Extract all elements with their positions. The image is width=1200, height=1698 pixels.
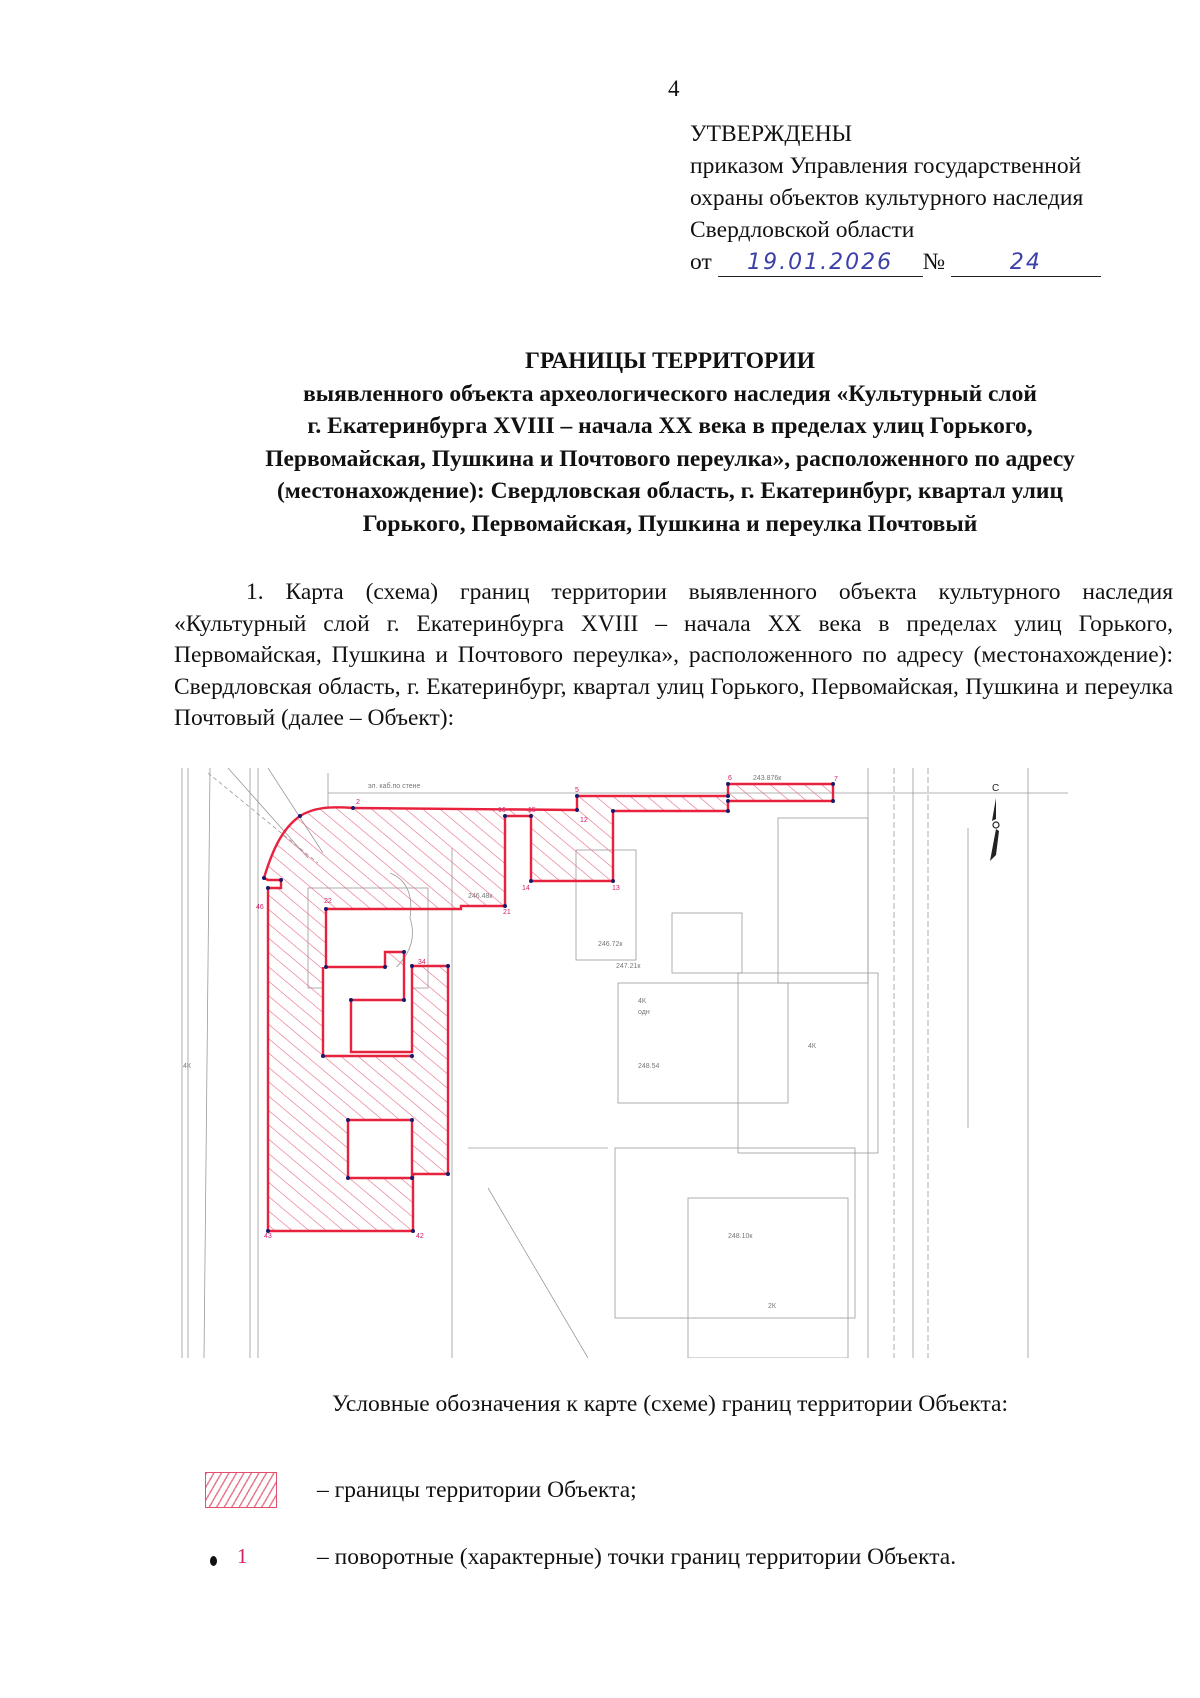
title-line-5: Горького, Первомайская, Пушкина и переулка Почтовый — [362, 510, 978, 537]
svg-text:34: 34 — [418, 959, 426, 966]
approval-date-line — [690, 246, 1101, 278]
legend-title: Условные обозначения к карте (схеме) границ территории Объекта: — [332, 1391, 1008, 1417]
svg-text:4К: 4К — [183, 1063, 191, 1070]
svg-text:21: 21 — [503, 909, 511, 916]
number-prefix: № — [922, 249, 946, 275]
paragraph-1: 1. Карта (схема) границ территории выявленного объекта культурного наследия «Культурный слой г. Екатеринбурга XVIII – начала XX века в пределах улиц Горького, Первомайская, Пушкина и Почтового переулка», расположенного по адресу (местонахождение): Свердловская область, г. Екатеринбург, квартал улиц Горького, Первомайская, Пушкина и переулка Почтовый (далее – Объект): — [174, 579, 1173, 731]
object-boundary — [264, 784, 833, 1231]
boundary-map — [168, 768, 1068, 1358]
svg-text:16: 16 — [498, 807, 506, 814]
handwritten-date: 19.01.2026 — [747, 250, 894, 275]
approval-line-1: приказом Управления государственной — [690, 153, 1082, 179]
vertex-dot-icon — [210, 1556, 217, 1566]
svg-text:13: 13 — [612, 885, 620, 892]
legend-item-boundary-text: – границы территории Объекта; — [317, 1476, 637, 1503]
svg-text:2: 2 — [356, 799, 360, 806]
north-label: С — [992, 783, 1000, 794]
svg-text:15: 15 — [528, 807, 536, 814]
title-line-1: выявленного объекта археологического наследия «Культурный слой — [303, 380, 1037, 407]
approval-line-3: Свердловской области — [690, 217, 915, 243]
svg-text:43: 43 — [264, 1233, 272, 1240]
svg-text:46: 46 — [256, 904, 264, 911]
title-line-2: г. Екатеринбурга XVIII – начала XX века в пределах улиц Горького, — [307, 413, 1033, 439]
approval-heading: УТВЕРЖДЕНЫ — [690, 121, 853, 147]
svg-text:42: 42 — [416, 1233, 424, 1240]
legend-item-vertex — [205, 1542, 956, 1572]
page-number: 4 — [668, 76, 680, 101]
svg-text:246.72к: 246.72к — [598, 941, 623, 948]
document-title — [170, 345, 1170, 540]
svg-text:6: 6 — [728, 775, 732, 782]
svg-text:14: 14 — [522, 885, 530, 892]
svg-text:7: 7 — [834, 776, 838, 783]
svg-text:248.10к: 248.10к — [728, 1233, 753, 1240]
vertex-point-icon — [205, 1542, 277, 1572]
svg-text:5: 5 — [575, 787, 579, 794]
title-heading: ГРАНИЦЫ ТЕРРИТОРИИ — [525, 348, 815, 374]
hatched-boundary-icon — [205, 1472, 277, 1508]
date-field — [718, 250, 923, 277]
handwritten-number: 24 — [1009, 250, 1042, 275]
svg-text:243.876к: 243.876к — [753, 775, 782, 782]
approval-line-2: охраны объектов культурного наследия — [690, 185, 1084, 211]
title-line-3: Первомайская, Пушкина и Почтового переулка», расположенного по адресу — [265, 445, 1075, 472]
north-arrow — [990, 783, 999, 861]
svg-text:эл. каб.по стене: эл. каб.по стене — [368, 783, 421, 790]
date-prefix: от — [690, 249, 712, 275]
vertex-symbol-label: 1 — [237, 1544, 248, 1568]
legend-item-boundary — [205, 1472, 637, 1508]
approval-block — [690, 118, 1101, 278]
number-field — [951, 250, 1101, 277]
svg-text:2К: 2К — [768, 1303, 776, 1310]
svg-text:12: 12 — [580, 817, 588, 824]
svg-text:247.21к: 247.21к — [616, 963, 641, 970]
svg-text:одн: одн — [638, 1009, 650, 1016]
legend-item-vertex-text: – поворотные (характерные) точки границ территории Объекта. — [317, 1543, 957, 1570]
svg-text:22: 22 — [324, 898, 332, 905]
svg-text:4К: 4К — [808, 1043, 816, 1050]
title-line-4: (местонахождение): Свердловская область, г. Екатеринбург, квартал улиц — [276, 478, 1064, 504]
svg-text:4К: 4К — [638, 998, 646, 1005]
svg-text:248.54: 248.54 — [638, 1063, 660, 1070]
